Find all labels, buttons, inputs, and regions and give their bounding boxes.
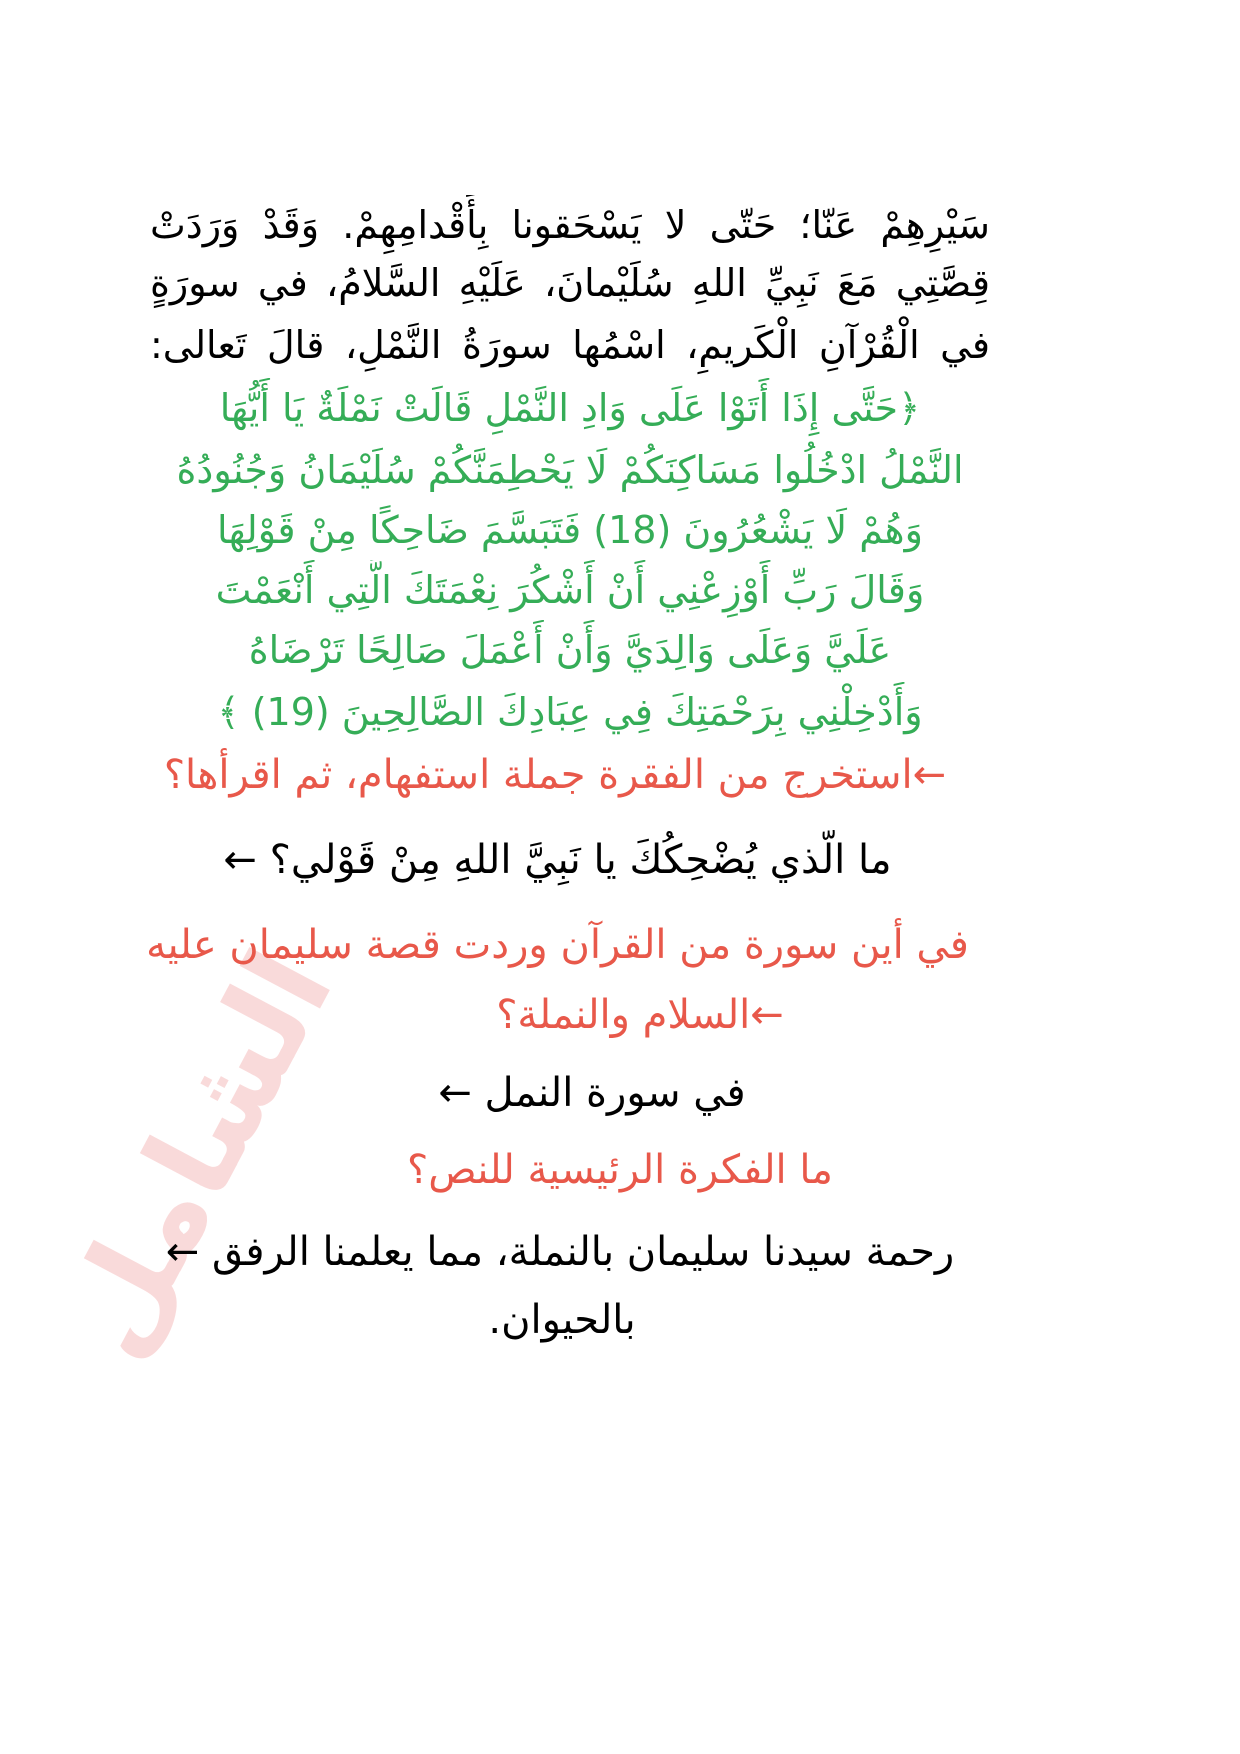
question-text: ←السلام والنملة؟ — [496, 992, 784, 1038]
question-text: ←استخرج من الفقرة جملة استفهام، ثم اقرأها؟ — [163, 752, 947, 798]
answer-text: بالحيوان. — [488, 1297, 636, 1343]
passage-line: سَيْرِهِمْ عَنّا؛ حَتّى لا يَسْحَقونا بِأَقْدامِهِمْ. وَقَدْ وَرَدَتْ — [150, 203, 990, 247]
question-text: في أين سورة من القرآن وردت قصة سليمان عليه — [146, 922, 969, 968]
passage-line: قِصَّتِي مَعَ نَبِيِّ اللهِ سُلَيْمانَ، عَلَيْهِ السَّلامُ، في سورَةٍ — [150, 261, 990, 305]
question-text: ما الفكرة الرئيسية للنص؟ — [407, 1147, 833, 1193]
watermark-text: الشامل — [33, 929, 361, 1379]
verse-line: وَقَالَ رَبِّ أَوْزِعْنِي أَنْ أَشْكُرَ نِعْمَتَكَ الَّتِي أَنْعَمْتَ — [215, 568, 925, 612]
answer-text: في سورة النمل ← — [438, 1070, 746, 1116]
verse-line: وَهُمْ لَا يَشْعُرُونَ (18) فَتَبَسَّمَ ضَاحِكًا مِنْ قَوْلِهَا — [217, 508, 923, 552]
answer-text: ما الَّذي يُضْحِكُكَ يا نَبِيَّ اللهِ مِنْ قَوْلي؟ ← — [223, 837, 892, 883]
verse-line: وَأَدْخِلْنِي بِرَحْمَتِكَ فِي عِبَادِكَ الصَّالِحِينَ (19) ﴾ — [217, 690, 923, 734]
passage-line: في الْقُرْآنِ الْكَريمِ، اسْمُها سورَةُ النَّمْلِ، قالَ تَعالى: — [150, 323, 990, 367]
verse-line: النَّمْلُ ادْخُلُوا مَسَاكِنَكُمْ لَا يَحْطِمَنَّكُمْ سُلَيْمَانُ وَجُنُودُهُ — [176, 448, 964, 492]
answer-text: رحمة سيدنا سليمان بالنملة، مما يعلمنا الرفق ← — [165, 1229, 955, 1275]
verse-line: ﴿حَتَّى إِذَا أَتَوْا عَلَى وَادِ النَّمْلِ قَالَتْ نَمْلَةٌ يَا أَيُّهَا — [219, 386, 921, 430]
verse-line: عَلَيَّ وَعَلَى وَالِدَيَّ وَأَنْ أَعْمَلَ صَالِحًا تَرْضَاهُ — [248, 628, 892, 672]
